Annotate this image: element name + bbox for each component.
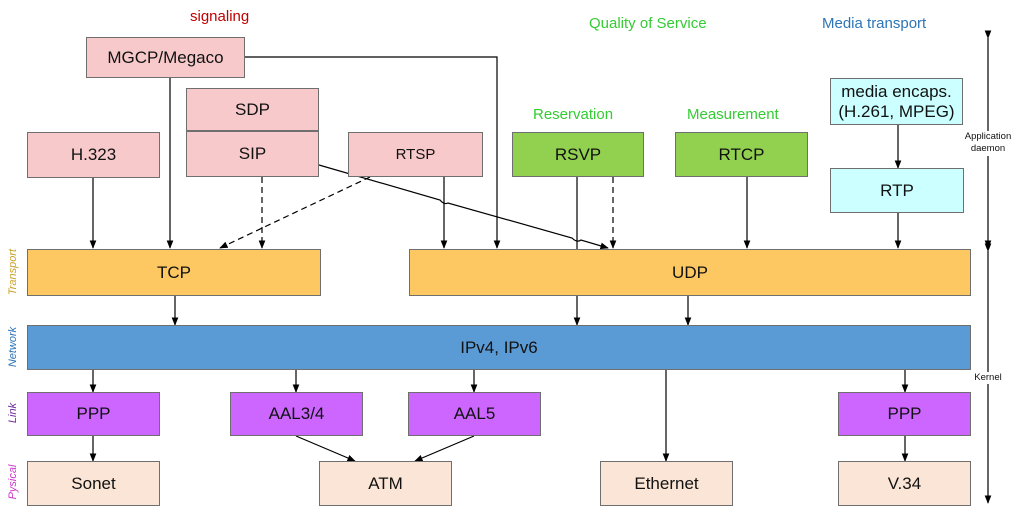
category-media-transport: Media transport — [822, 15, 927, 32]
box-rtp: RTP — [830, 168, 964, 213]
layer-label-network: Network — [7, 326, 19, 368]
arrow-sip-udp — [319, 165, 608, 248]
box-sip: SIP — [186, 131, 319, 177]
arrow-aal5-atm — [415, 436, 474, 461]
side-label-application: Application daemon — [954, 131, 1022, 156]
layer-label-transport: Transport — [7, 248, 19, 296]
subheading-reservation: Reservation — [533, 106, 614, 123]
arrow-aal34-atm — [296, 436, 355, 461]
box-rsvp: RSVP — [512, 132, 644, 177]
box-sdp: SDP — [186, 88, 319, 131]
layer-label-link: Link — [7, 402, 19, 424]
box-h323: H.323 — [27, 132, 160, 178]
box-ip: IPv4, IPv6 — [27, 325, 971, 370]
box-aal34: AAL3/4 — [230, 392, 363, 436]
box-sonet: Sonet — [27, 461, 160, 506]
arrow-rtsp-tcp-dashed — [220, 177, 370, 248]
box-tcp: TCP — [27, 249, 321, 296]
category-signaling: signaling — [190, 8, 250, 25]
box-ppp-left: PPP — [27, 392, 160, 436]
box-rtsp: RTSP — [348, 132, 483, 177]
box-ethernet: Ethernet — [600, 461, 733, 506]
box-rtcp: RTCP — [675, 132, 808, 177]
box-v34: V.34 — [838, 461, 971, 506]
layer-label-physical: Pysical — [7, 464, 19, 500]
box-udp: UDP — [409, 249, 971, 296]
box-media-encaps: media encaps. (H.261, MPEG) — [830, 78, 963, 125]
category-qos: Quality of Service — [589, 15, 707, 32]
box-aal5: AAL5 — [408, 392, 541, 436]
subheading-measurement: Measurement — [687, 106, 779, 123]
side-label-kernel: Kernel — [962, 372, 1014, 384]
box-atm: ATM — [319, 461, 452, 506]
box-mgcp: MGCP/Megaco — [86, 37, 245, 78]
box-ppp-right: PPP — [838, 392, 971, 436]
